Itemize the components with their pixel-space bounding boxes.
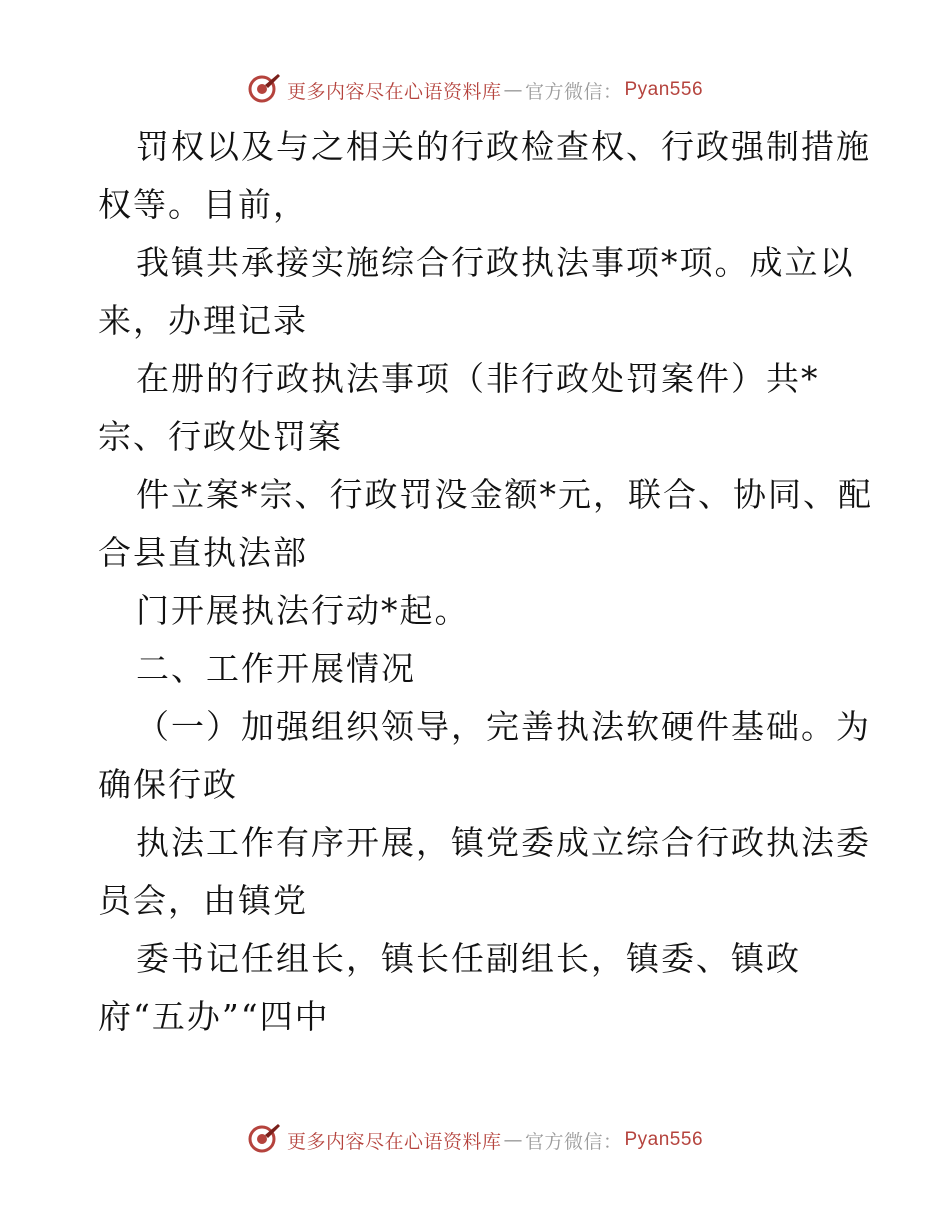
text-line: 府“五办”“四中 xyxy=(98,997,330,1036)
text-line: 委书记任组长，镇长任副组长，镇委、镇政 xyxy=(136,939,801,978)
watermark-dash: — xyxy=(503,79,523,101)
text-line: 宗、行政处罚案 xyxy=(98,417,343,456)
pen-logo-icon xyxy=(247,1121,281,1160)
text-line: 确保行政 xyxy=(98,765,238,804)
footer-watermark xyxy=(0,1120,950,1160)
text-line: 执法工作有序开展，镇党委成立综合行政执法委 xyxy=(136,823,871,862)
watermark-wechat-label: 官方微信： xyxy=(524,80,623,103)
text-line: 员会，由镇党 xyxy=(98,881,308,920)
text-line: 罚权以及与之相关的行政检查权、行政强制措施 xyxy=(136,127,871,166)
text-line: 件立案*宗、行政罚没金额*元，联合、协同、配 xyxy=(136,475,873,514)
text-line: 合县直执法部 xyxy=(98,533,308,572)
text-line: 来，办理记录 xyxy=(98,301,308,340)
watermark-wechat-label: 官方微信： xyxy=(524,1130,623,1153)
watermark-wechat-id: Pyan556 xyxy=(624,79,704,100)
text-line: 权等。目前， xyxy=(98,185,308,224)
watermark-wechat-id: Pyan556 xyxy=(624,1129,704,1150)
document-body xyxy=(98,118,873,1046)
text-line: 二、工作开展情况 xyxy=(136,649,416,688)
pen-logo-icon xyxy=(247,71,281,110)
watermark-text: 更多内容尽在心语资料库 xyxy=(286,80,502,103)
watermark-text: 更多内容尽在心语资料库 xyxy=(286,1130,502,1153)
text-line: 我镇共承接实施综合行政执法事项*项。成立以 xyxy=(136,243,855,282)
text-line: （一）加强组织领导，完善执法软硬件基础。为 xyxy=(136,707,871,746)
text-line: 门开展执法行动*起。 xyxy=(136,591,470,630)
header-watermark xyxy=(0,70,950,110)
watermark-dash: — xyxy=(503,1129,523,1151)
text-line: 在册的行政执法事项（非行政处罚案件）共* xyxy=(136,359,820,398)
